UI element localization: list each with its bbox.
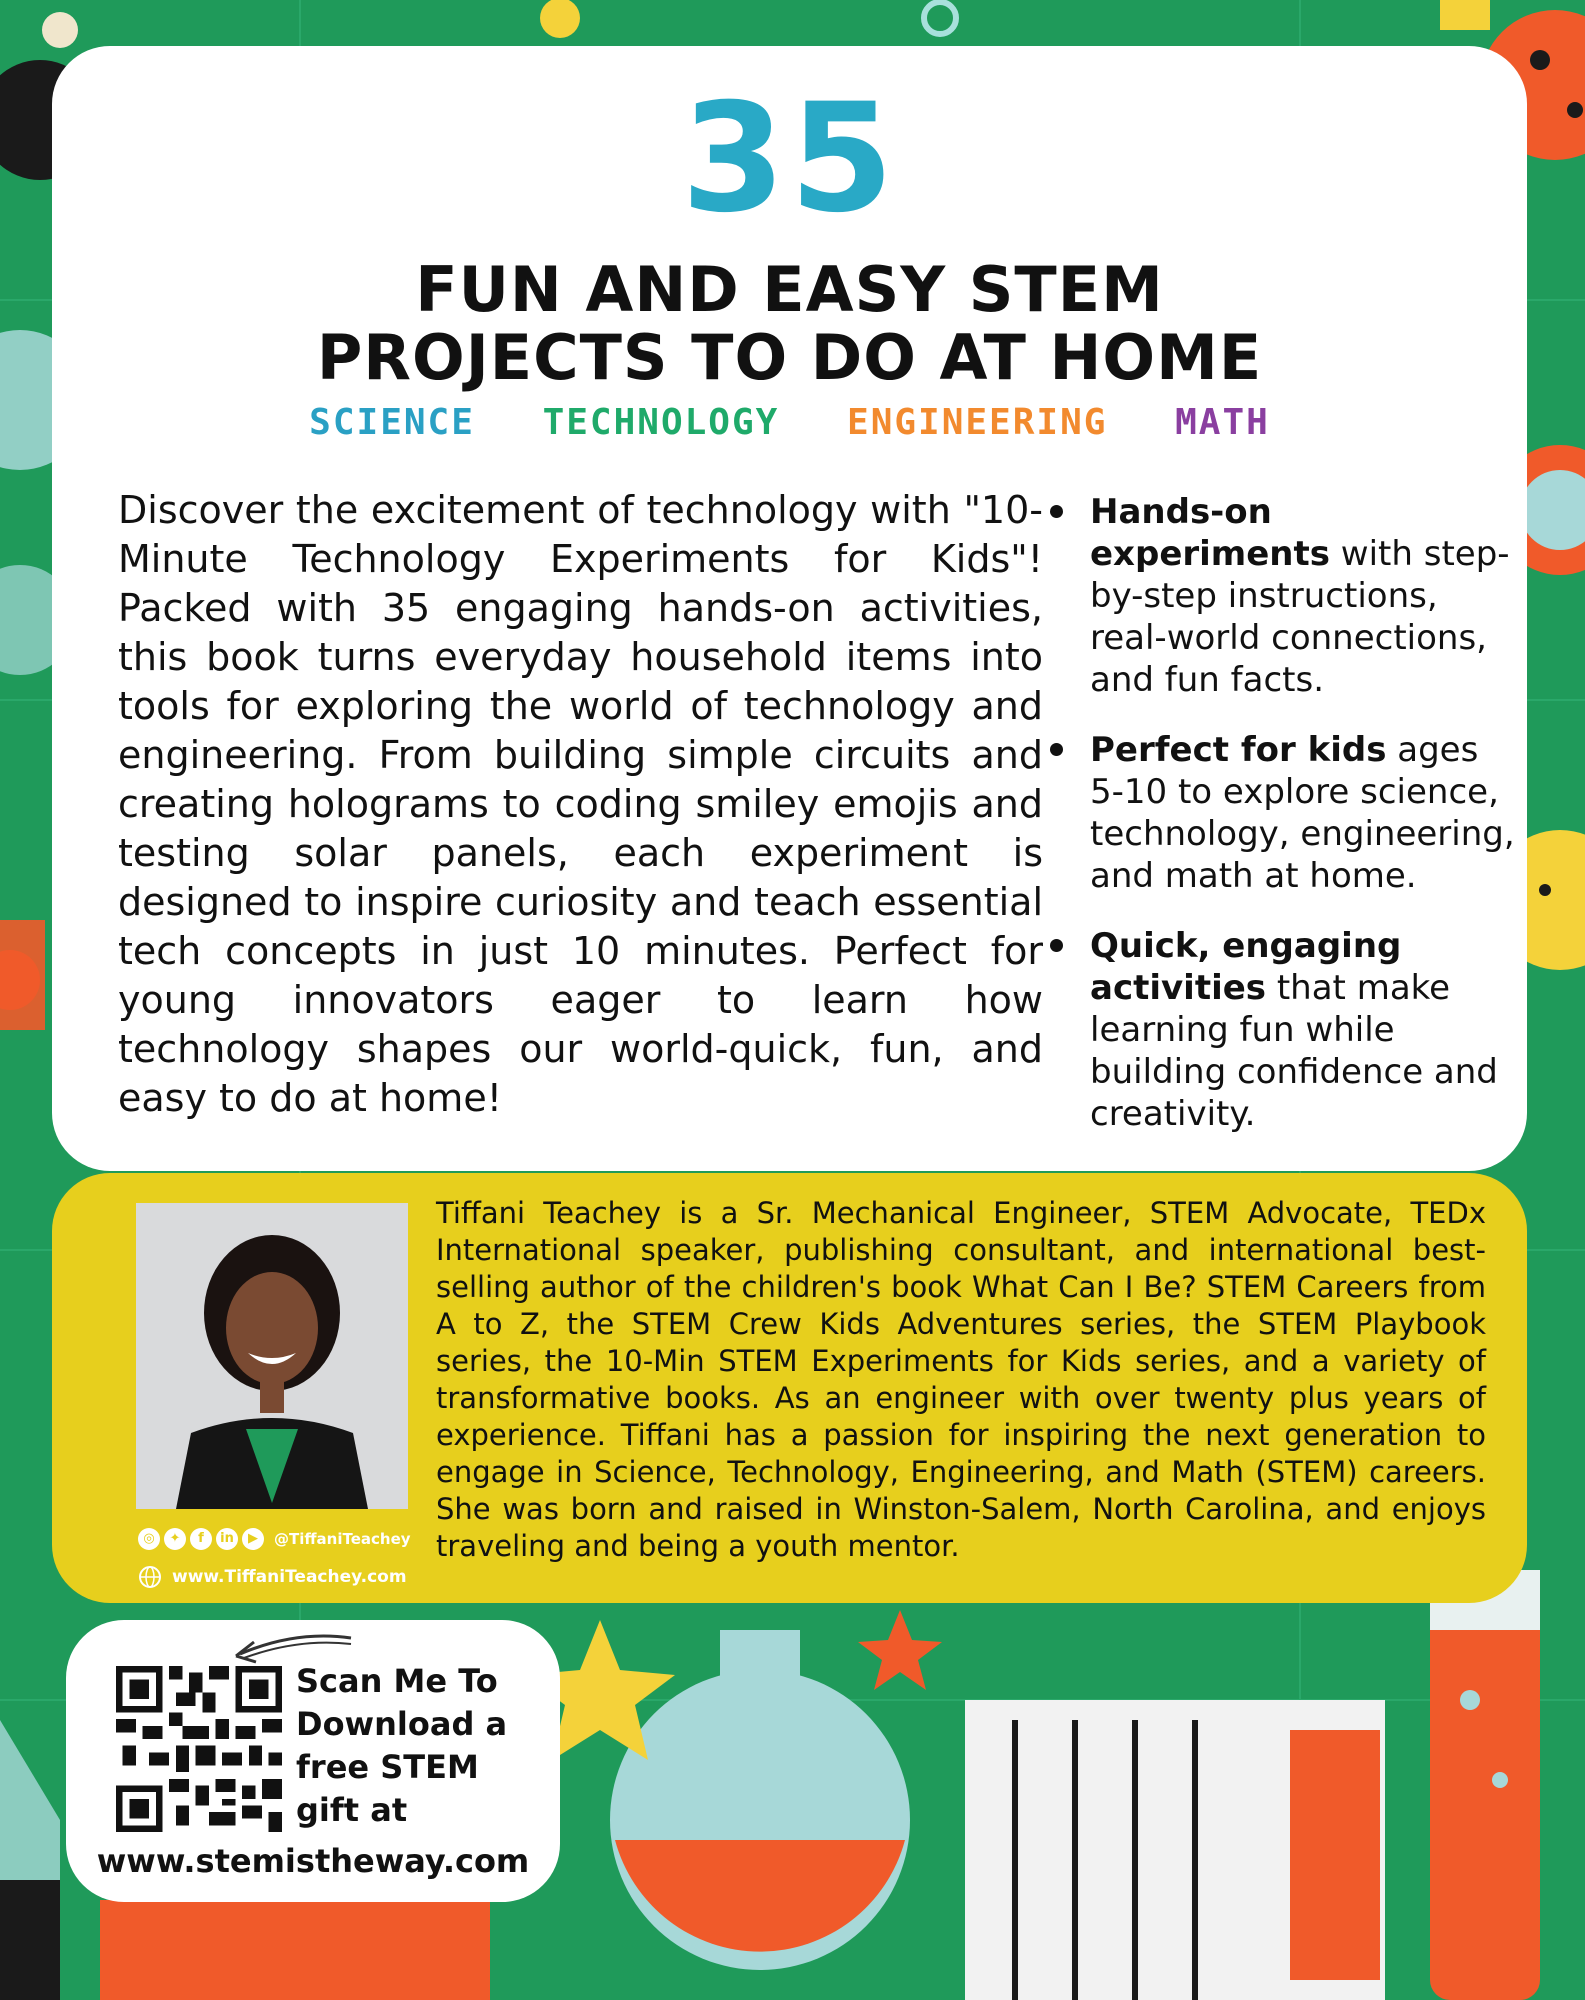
author-website[interactable] — [138, 1565, 407, 1589]
stem-subjects — [52, 402, 1527, 443]
feature-text: with step-by-step instructions, real-world connections, and fun facts. — [1090, 534, 1510, 700]
download-url[interactable]: www.stemistheway.com — [96, 1842, 530, 1880]
bullet-dot-icon — [1050, 939, 1063, 952]
stem-word-science: SCIENCE — [309, 402, 475, 443]
main-info-panel — [52, 46, 1527, 1171]
qr-panel — [66, 1620, 560, 1902]
bullet-dot-icon — [1050, 505, 1063, 518]
globe-icon — [138, 1565, 162, 1589]
feature-bold: Perfect for kids — [1090, 730, 1387, 770]
bullet-dot-icon — [1050, 743, 1063, 756]
stem-word-technology: TECHNOLOGY — [542, 402, 780, 443]
author-bio: Tiffani Teachey is a Sr. Mechanical Engineer, STEM Advocate, TEDx International speaker, publishing consultant, and international best-selling author of the children's book What Can I Be? STEM Careers from A to Z, the STEM Crew Kids Adventures series, the STEM Playbook series, the 10-Min STEM Experiments for Kids series, and a variety of transformative books. As an engineer with over twenty plus years of experience. Tiffani has a passion for inspiring the next generation to engage in Science, Technology, Engineering, and Math (STEM) careers. She was born and raised in Winston-Salem, North Carolina, and enjoys traveling and being a youth mentor. — [436, 1196, 1486, 1563]
feature-item — [1042, 491, 1522, 701]
headline-line-2: PROJECTS TO DO AT HOME — [316, 321, 1263, 394]
feature-bold: Hands-on experiments — [1090, 492, 1330, 574]
author-panel — [52, 1173, 1527, 1603]
stem-word-engineering: ENGINEERING — [847, 402, 1108, 443]
feature-item — [1042, 729, 1522, 897]
youtube-icon[interactable]: ▶ — [242, 1528, 264, 1550]
author-photo — [136, 1203, 408, 1509]
social-handle[interactable]: @TiffaniTeachey — [274, 1530, 411, 1548]
feature-list — [1042, 491, 1522, 1163]
feature-text: that make learning fun while building confidence and creativity. — [1090, 968, 1498, 1134]
scan-instructions: Scan Me To Download a free STEM gift at — [296, 1662, 508, 1829]
website-link[interactable]: www.TiffaniTeachey.com — [172, 1567, 407, 1587]
qr-code-icon[interactable] — [116, 1666, 282, 1832]
headline-line-1: FUN AND EASY STEM — [415, 253, 1164, 326]
book-description: Discover the excitement of technology with "10-Minute Technology Experiments for Kids"! Packed with 35 engaging hands-on activities, this book turns everyday household items into tools for exploring the world of technology and engineering. From building simple circuits and creating holograms to coding smiley emojis and testing solar panels, each experiment is designed to inspire curiosity and teach essential tech concepts in just 10 minutes. Perfect for young innovators eager to learn how technology shapes our world-quick, fun, and easy to do at home! — [118, 488, 1043, 1120]
facebook-icon[interactable]: f — [190, 1528, 212, 1550]
headline — [52, 253, 1527, 394]
project-count: 35 — [681, 72, 898, 246]
social-links — [138, 1525, 411, 1553]
feature-item — [1042, 925, 1522, 1135]
linkedin-icon[interactable]: in — [216, 1528, 238, 1550]
feature-bold: Quick, engaging activities — [1090, 926, 1402, 1008]
feature-text: ages 5-10 to explore science, technology, engineering, and math at home. — [1090, 730, 1515, 896]
instagram-icon[interactable]: ◎ — [138, 1528, 160, 1550]
twitter-icon[interactable]: ✦ — [164, 1528, 186, 1550]
author-portrait-icon — [136, 1203, 408, 1509]
stem-word-math: MATH — [1175, 402, 1270, 443]
